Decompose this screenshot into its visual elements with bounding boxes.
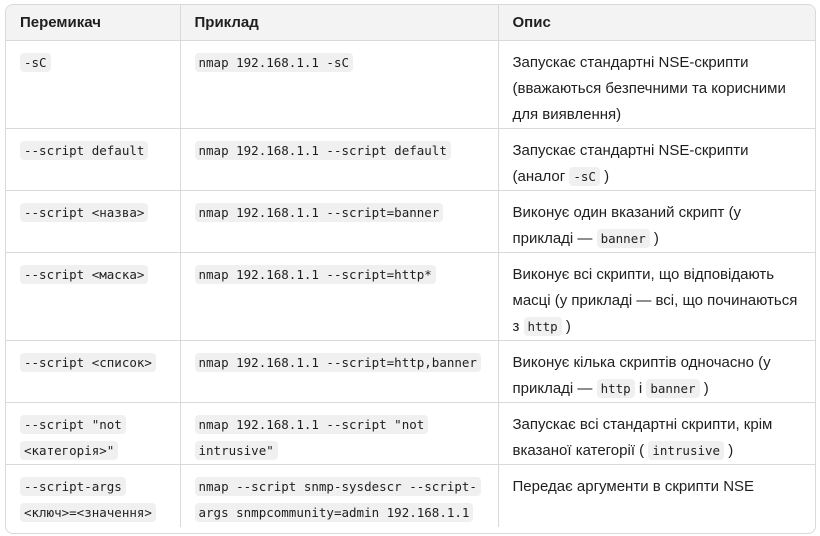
- example-code: nmap 192.168.1.1 --script=http,banner: [195, 353, 481, 372]
- description-cell: [498, 253, 815, 341]
- description-text: Запускає стандартні NSE-скрипти (аналог: [512, 142, 749, 185]
- header-example: Приклад: [180, 5, 498, 41]
- description-text-end: ): [699, 380, 709, 397]
- example-code: nmap 192.168.1.1 --script=http*: [195, 265, 436, 284]
- table-row: [6, 403, 815, 465]
- example-code: nmap 192.168.1.1 --script default: [195, 141, 451, 160]
- example-code: nmap --script snmp-sysdescr --script-args snmpcommunity=admin 192.168.1.1: [195, 477, 481, 522]
- inline-code-2: banner: [646, 379, 699, 398]
- inline-code: http: [524, 317, 562, 336]
- description-cell: [498, 129, 815, 191]
- description-cell: [498, 191, 815, 253]
- description-text-mid: і: [634, 380, 647, 397]
- example-cell: [180, 191, 498, 253]
- description-text: Виконує всі скрипти, що відповідають масці (у прикладі — всі, що починаються з: [512, 266, 798, 335]
- example-cell: [180, 253, 498, 341]
- inline-code: http: [597, 379, 635, 398]
- example-cell: [180, 403, 498, 465]
- switch-cell: [6, 41, 180, 129]
- example-cell: [180, 465, 498, 527]
- example-cell: [180, 341, 498, 403]
- switch-cell: [6, 341, 180, 403]
- switch-code: --script "not <категорія>": [20, 415, 126, 460]
- table-row: [6, 465, 815, 527]
- switch-cell: [6, 403, 180, 465]
- switch-cell: [6, 465, 180, 527]
- table-row: [6, 129, 815, 191]
- description-text: Передає аргументи в скрипти NSE: [512, 478, 755, 495]
- switch-code: --script <назва>: [20, 203, 148, 222]
- description-cell: [498, 341, 815, 403]
- description-cell: [498, 465, 815, 527]
- switch-code: --script default: [20, 141, 148, 160]
- inline-code: -sC: [569, 167, 600, 186]
- description-text: Виконує кілька скриптів одночасно (у прикладі —: [512, 354, 771, 397]
- switch-code: --script-args <ключ>=<значення>: [20, 477, 156, 522]
- example-cell: [180, 129, 498, 191]
- description-text: Запускає стандартні NSE-скрипти (вважаються безпечними та корисними для виявлення): [512, 54, 786, 123]
- switch-cell: [6, 191, 180, 253]
- inline-code: intrusive: [648, 441, 724, 460]
- example-code: nmap 192.168.1.1 --script=banner: [195, 203, 444, 222]
- switch-cell: [6, 129, 180, 191]
- table-row: [6, 41, 815, 129]
- switch-code: -sC: [20, 53, 51, 72]
- table: [6, 5, 815, 527]
- nse-switches-table: [5, 4, 816, 534]
- description-text-end: ): [561, 318, 571, 335]
- description-text-end: ): [599, 168, 610, 185]
- header-switch: Перемикач: [6, 5, 180, 41]
- example-cell: [180, 41, 498, 129]
- table-header-row: [6, 5, 815, 41]
- table-row: [6, 253, 815, 341]
- description-text-end: ): [724, 442, 734, 459]
- example-code: nmap 192.168.1.1 --script "not intrusive": [195, 415, 429, 460]
- header-description: Опис: [498, 5, 815, 41]
- table-row: [6, 191, 815, 253]
- description-text: Виконує один вказаний скрипт (у прикладі —: [512, 204, 742, 247]
- description-cell: [498, 403, 815, 465]
- description-text-end: ): [649, 230, 659, 247]
- example-code: nmap 192.168.1.1 -sC: [195, 53, 354, 72]
- switch-cell: [6, 253, 180, 341]
- description-text: Запускає всі стандартні скрипти, крім вказаної категорії (: [512, 416, 773, 459]
- switch-code: --script <список>: [20, 353, 156, 372]
- description-cell: [498, 41, 815, 129]
- switch-code: --script <маска>: [20, 265, 148, 284]
- table-row: [6, 341, 815, 403]
- inline-code: banner: [597, 229, 650, 248]
